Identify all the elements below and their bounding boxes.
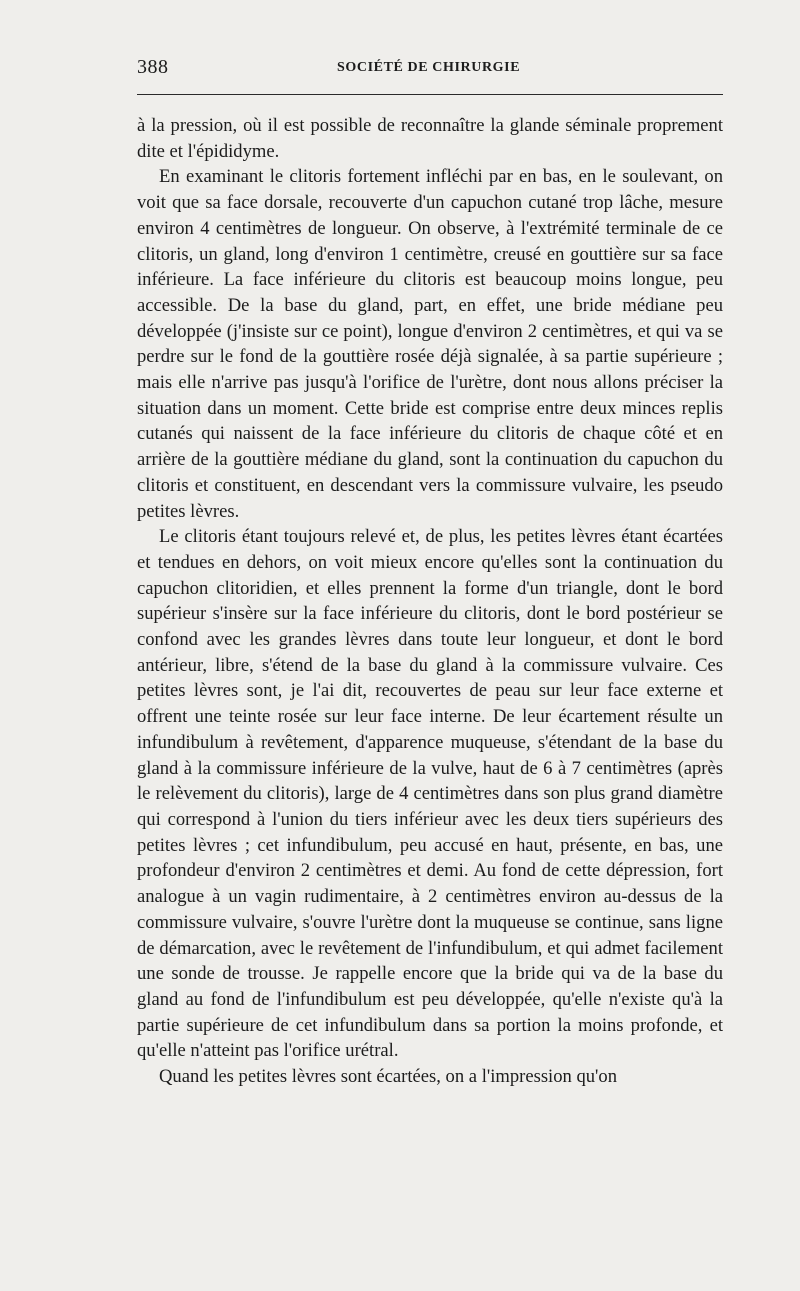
page-number: 388 <box>137 56 169 78</box>
paragraph-clitoris-examination: En examinant le clitoris fortement infléchi par en bas, en le soulevant, on voit que sa face dorsale, recouverte d'un capuchon cutané trop lâche, mesure environ 4 centimètres de longueur. On observe, à l'extrémité terminale de ce clitoris, un gland, long d'environ 1 centimètre, creusé en gouttière sur sa face inférieure. La face inférieure du clitoris est beaucoup moins longue, peu accessible. De la base du gland, part, en effet, une bride médiane peu développée (j'insiste sur ce point), longue d'environ 2 centimètres, et qui va se perdre sur le fond de la gouttière rosée déjà signalée, à sa partie supérieure ; mais elle n'arrive pas jusqu'à l'orifice de l'urètre, dont nous allons préciser la situation dans un moment. Cette bride est comprise entre deux minces replis cutanés qui naissent de la face inférieure du clitoris de chaque côté et en arrière de la gouttière médiane du gland, sont la continuation du capuchon du clitoris et constituent, en descendant vers la commissure vulvaire, les pseudo petites lèvres. <box>137 166 723 522</box>
paragraph-petites-levres: Le clitoris étant toujours relevé et, de plus, les petites lèvres étant écartées et tendues en dehors, on voit mieux encore qu'elles sont la continuation du capuchon clitoridien, et elles prennent la forme d'un triangle, dont le bord supérieur s'insère sur la face inférieure du clitoris, dont le bord postérieur se confond avec les grandes lèvres dans toute leur longueur, et dont le bord antérieur, libre, s'étend de la base du gland à la commissure vulvaire. Ces petites lèvres sont, je l'ai dit, recouvertes de peau sur leur face externe et offrent une teinte rosée sur leur face interne. De leur écartement résulte un infundibulum à revêtement, d'apparence muqueuse, s'étendant de la base du gland à la commissure inférieure de la vulve, haut de 6 à 7 centimètres (après le relèvement du clitoris), large de 4 centimètres dans son plus grand diamètre qui correspond à l'union du tiers inférieur avec les deux tiers supérieurs des petites lèvres ; cet infundibulum, peu accusé en haut, présente, en bas, une profondeur d'environ 2 centimètres et demi. Au fond de cette dépression, fort analogue à un vagin rudimentaire, à 2 centimètres environ au-dessus de la commissure vulvaire, s'ouvre l'urètre dont la muqueuse se continue, sans ligne de démarcation, avec le revêtement de l'infundibulum, et qui admet facilement une sonde de trousse. Je rappelle encore que la bride qui va de la base du gland au fond de l'infundibulum est peu développée, qu'elle n'existe qu'à la partie supérieure de cet infundibulum dans sa portion la moins profonde, et qu'elle n'atteint pas l'orifice urétral. <box>137 526 723 1062</box>
paragraph-continuation: à la pression, où il est possible de reconnaître la glande séminale proprement dite et l'épididyme. <box>137 115 723 162</box>
running-head: SOCIÉTÉ DE CHIRURGIE <box>337 60 521 75</box>
body-text <box>137 113 723 1090</box>
header-rule <box>137 94 723 95</box>
page-header <box>137 56 723 86</box>
paragraph-final: Quand les petites lèvres sont écartées, on a l'impression qu'on <box>159 1066 617 1088</box>
